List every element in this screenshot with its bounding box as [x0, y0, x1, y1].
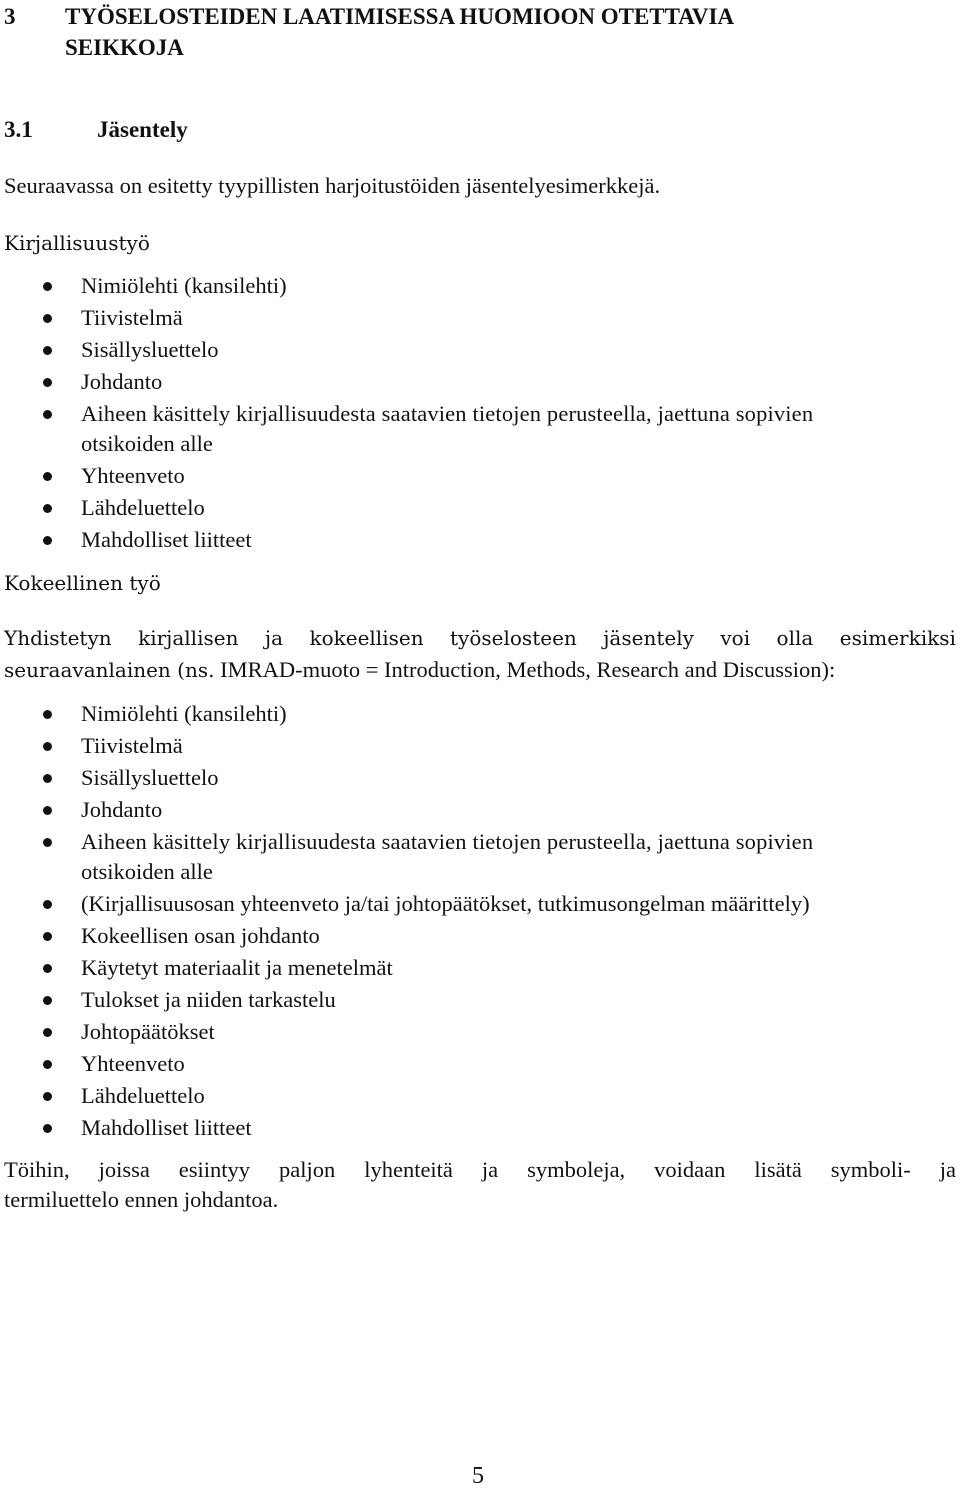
word: symboli- [830, 1157, 911, 1182]
list-item: Aiheen käsittely kirjallisuudesta saatavien tietojen perusteella, jaettuna sopivien [81, 401, 814, 426]
list-item: Sisällysluettelo [81, 337, 219, 362]
word: työselosteen [450, 626, 577, 650]
bullet-icon [43, 838, 52, 847]
chapter-number: 3 [4, 4, 16, 29]
bullet-icon [43, 314, 52, 323]
list-item: Johtopäätökset [81, 1019, 215, 1044]
word: esimerkiksi [839, 626, 956, 650]
word: joissa [98, 1157, 150, 1182]
list-item: (Kirjallisuusosan yhteenveto ja/tai johtopäätökset, tutkimusongelman määrittely) [81, 891, 810, 916]
list-item-continuation: otsikoiden alle [81, 859, 213, 884]
list-item: Mahdolliset liitteet [81, 1115, 252, 1140]
word: jäsentely [603, 626, 694, 650]
word: symboleja, [527, 1157, 626, 1182]
word: kirjallisen [138, 626, 239, 650]
bullet-icon [43, 472, 52, 481]
word: olla [776, 626, 814, 650]
bullet-icon [43, 1060, 52, 1069]
bullet-icon [43, 346, 52, 355]
section-number: 3.1 [4, 117, 33, 142]
word: ja [939, 1157, 956, 1182]
list-item: Johdanto [81, 369, 163, 394]
imrad-paragraph-line2 [4, 655, 835, 685]
bullet-icon [43, 536, 52, 545]
bullet-icon [43, 774, 52, 783]
list-item: Kokeellisen osan johdanto [81, 923, 320, 948]
bullet-icon [43, 710, 52, 719]
list-item: Mahdolliset liitteet [81, 527, 252, 552]
bullet-icon [43, 504, 52, 513]
word: voi [720, 626, 751, 650]
bullet-icon [43, 1092, 52, 1101]
word: esiintyy [178, 1157, 251, 1182]
chapter-title-line2: SEIKKOJA [65, 35, 184, 60]
word: kokeellisen [309, 626, 424, 650]
bullet-icon [43, 378, 52, 387]
list-item: Tulokset ja niiden tarkastelu [81, 987, 336, 1012]
list-item: Lähdeluettelo [81, 495, 205, 520]
word: ja [264, 626, 284, 650]
list-item: Yhteenveto [81, 463, 185, 488]
bullet-icon [43, 806, 52, 815]
list-item: Lähdeluettelo [81, 1083, 205, 1108]
section-kokeellinen-tyo-title: Kokeellinen työ [4, 571, 161, 595]
word: Yhdistetyn [4, 626, 112, 650]
bullet-icon [43, 996, 52, 1005]
page-number: 5 [472, 1463, 484, 1489]
bullet-icon [43, 282, 52, 291]
list-item: Sisällysluettelo [81, 765, 219, 790]
word: paljon [279, 1157, 336, 1182]
list-item: Käytetyt materiaalit ja menetelmät [81, 955, 393, 980]
bullet-icon [43, 1028, 52, 1037]
bullet-icon [43, 964, 52, 973]
closing-paragraph-line2: termiluettelo ennen johdantoa. [4, 1187, 279, 1212]
list-item: Tiivistelmä [81, 305, 183, 330]
intro-paragraph: Seuraavassa on esitetty tyypillisten harjoitustöiden jäsentelyesimerkkejä. [4, 173, 661, 198]
list-item: Nimiölehti (kansilehti) [81, 701, 287, 726]
bullet-icon [43, 932, 52, 941]
bullet-icon [43, 1124, 52, 1133]
list-item: Tiivistelmä [81, 733, 183, 758]
word: voidaan [654, 1157, 726, 1182]
list-item-continuation: otsikoiden alle [81, 431, 213, 456]
chapter-title-line1: TYÖSELOSTEIDEN LAATIMISESSA HUOMIOON OTETTAVIA [65, 4, 735, 29]
word: lyhenteitä [364, 1157, 453, 1182]
word: Töihin, [4, 1157, 70, 1182]
list-item: Aiheen käsittely kirjallisuudesta saatavien tietojen perusteella, jaettuna sopivien [81, 829, 814, 854]
bullet-icon [43, 410, 52, 419]
bullet-icon [43, 900, 52, 909]
word: lisätä [754, 1157, 802, 1182]
bullet-icon [43, 742, 52, 751]
imrad-paragraph-line1 [4, 623, 956, 653]
list-item: Yhteenveto [81, 1051, 185, 1076]
closing-paragraph-line1 [4, 1155, 956, 1185]
list-item: Nimiölehti (kansilehti) [81, 273, 287, 298]
section-kirjallisuustyo-title: Kirjallisuustyö [4, 231, 150, 255]
imrad-paragraph-line2-start: seuraavanlainen (ns. [4, 658, 215, 682]
section-title: Jäsentely [97, 117, 188, 142]
word: ja [481, 1157, 499, 1182]
imrad-paragraph-line2-end: IMRAD-muoto = Introduction, Methods, Research and Discussion): [220, 657, 836, 682]
list-item: Johdanto [81, 797, 163, 822]
